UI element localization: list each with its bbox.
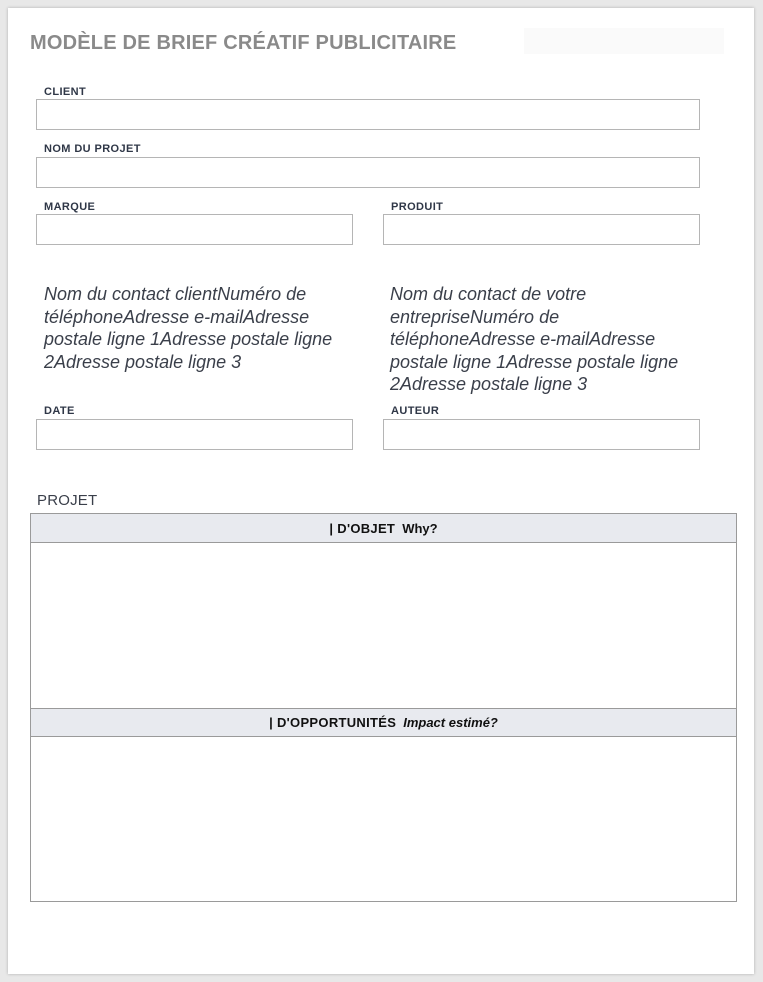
project-table (30, 513, 737, 902)
brand-field[interactable] (36, 214, 353, 245)
company-contact-block: Nom du contact de votre entrepriseNuméro de téléphoneAdresse e-mailAdresse postale ligne 1Adresse postale ligne 2Adresse postale ligne 3 (390, 284, 679, 394)
opportunities-row-header (31, 708, 736, 737)
author-field[interactable] (383, 419, 700, 450)
opportunities-subheading: Impact estimé? (403, 715, 498, 730)
author-label: AUTEUR (391, 405, 440, 417)
opportunities-content-area[interactable] (31, 737, 736, 901)
product-field[interactable] (383, 214, 700, 245)
opportunities-heading: | D'OPPORTUNITÉS (269, 715, 397, 730)
date-label: DATE (44, 405, 75, 417)
project-section-label: PROJET (37, 492, 98, 509)
objective-subheading: Why? (402, 520, 438, 536)
logo-placeholder (524, 28, 724, 54)
client-label: CLIENT (44, 86, 87, 98)
document-page (8, 8, 754, 974)
project-name-label: NOM DU PROJET (44, 143, 141, 155)
date-field[interactable] (36, 419, 353, 450)
objective-row-header (31, 514, 736, 543)
product-label: PRODUIT (391, 201, 444, 213)
brand-label: MARQUE (44, 201, 96, 213)
client-contact-block: Nom du contact clientNuméro de téléphoneAdresse e-mailAdresse postale ligne 1Adresse postale ligne 2Adresse postale ligne 3 (44, 284, 333, 372)
project-name-field[interactable] (36, 157, 700, 188)
objective-heading: | D'OBJET (329, 520, 396, 536)
document-title: MODÈLE DE BRIEF CRÉATIF PUBLICITAIRE (30, 32, 457, 54)
client-field[interactable] (36, 99, 700, 130)
objective-content-area[interactable] (31, 543, 736, 708)
